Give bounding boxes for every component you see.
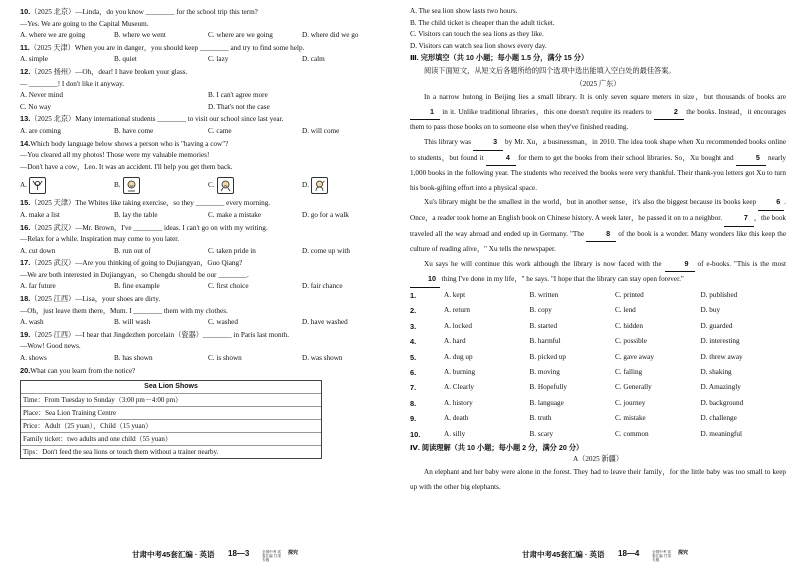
- option-a[interactable]: A. simple: [20, 55, 48, 64]
- notice-time: Time：From Tuesday to Sunday（3:00 pm－4:00 pm）: [21, 394, 321, 407]
- question-10: 10.（2025 北京）—Linda，do you know ________ for the school trip this term?: [20, 7, 258, 16]
- arms-raised-figure-icon: [29, 177, 46, 194]
- notice-tips: Tips：Don't feed the sea lions or touch them without a trainer nearby.: [23, 448, 219, 457]
- option-a[interactable]: A. far future: [20, 282, 56, 291]
- blank-5[interactable]: 5: [736, 151, 766, 167]
- publisher-logo-icon: 探究: [288, 550, 299, 556]
- question-12: 12.（2025 扬州）—Oh，dear! I have broken your glass.: [20, 66, 188, 76]
- option-c[interactable]: C. came: [208, 126, 232, 135]
- q12-options-ab: [20, 90, 396, 102]
- option-c[interactable]: C. is shown: [208, 354, 242, 363]
- right-footer: [410, 548, 786, 562]
- option-c[interactable]: C. where are we going: [208, 31, 273, 40]
- blank-3[interactable]: 3: [473, 135, 503, 151]
- notice-family-ticket: Family ticket：two adults and one child（55 yuan）: [21, 433, 321, 446]
- publisher-logo-icon: 探究: [678, 550, 689, 556]
- blank-7[interactable]: 7: [724, 211, 754, 227]
- q18-options: [20, 317, 396, 329]
- question-19: 19.（2025 江西）—I hear that Jingdezhen porcelain（瓷器）________ in Paris last month.: [20, 329, 289, 339]
- section-cloze-heading: Ⅲ. 完形填空（共 10 小题；每小题 1.5 分，满分 15 分）: [410, 53, 589, 63]
- q12-options-cd: [20, 102, 396, 114]
- option-b[interactable]: B. have come: [114, 126, 154, 135]
- left-page: [20, 6, 396, 459]
- blank-4[interactable]: 4: [486, 151, 516, 167]
- q15-options: [20, 210, 396, 222]
- option-b[interactable]: B. quiet: [114, 55, 137, 64]
- option-d[interactable]: D. calm: [302, 55, 325, 64]
- left-footer: [20, 548, 396, 562]
- option-a[interactable]: A. Never mind: [20, 91, 63, 100]
- option-c[interactable]: C. washed: [208, 318, 238, 327]
- question-16: 16.（2025 武汉）—Mr. Brown，I've ________ ideas. I can't go on with my writing.: [20, 222, 268, 232]
- angry-face-icon: [217, 177, 234, 194]
- page-number: 18—3: [228, 549, 250, 558]
- page-number: 18—4: [618, 549, 640, 558]
- q19-options: [20, 353, 396, 365]
- blank-10[interactable]: 10: [410, 272, 440, 288]
- q14-dialogue-1: —You cleared all my photos! Those were my valuable memories!: [20, 151, 210, 160]
- option-a[interactable]: A. wash: [20, 318, 44, 327]
- option-d[interactable]: D. have washed: [302, 318, 348, 327]
- option-b[interactable]: B. has shown: [114, 354, 153, 363]
- option-d[interactable]: D.: [302, 177, 396, 194]
- cloze-source: （2025 广东）: [575, 79, 621, 88]
- q16-options: [20, 246, 396, 258]
- option-b[interactable]: B.: [114, 177, 208, 194]
- option-c[interactable]: C. No way: [20, 102, 51, 111]
- q20-option-c[interactable]: C. Visitors can touch the sea lions as they like.: [410, 30, 544, 39]
- cloze-instructions: 阅读下面短文，从短文后各题所给的四个选项中选出能填入空白处的最佳答案。: [424, 66, 676, 75]
- option-a[interactable]: A. where we are going: [20, 31, 86, 40]
- question-14: 14.Which body language below shows a person who is "having a cow"?: [20, 138, 229, 148]
- option-d[interactable]: D. go for a walk: [302, 210, 349, 219]
- option-b[interactable]: B. lay the table: [114, 210, 158, 219]
- q17-options: [20, 281, 396, 293]
- option-d[interactable]: D. will come: [302, 126, 340, 135]
- q10-options: [20, 30, 396, 42]
- blank-9[interactable]: 9: [665, 257, 695, 273]
- option-a[interactable]: A. cut down: [20, 246, 56, 255]
- footer-series-note: 全国中考 试卷汇编 甘肃专版: [652, 550, 671, 562]
- option-a[interactable]: A. are coming: [20, 126, 61, 135]
- right-page: [410, 6, 786, 494]
- option-b[interactable]: B. fine example: [114, 282, 160, 291]
- notice-price: Price：Adult（25 yuan），Child（15 yuan）: [21, 420, 321, 433]
- sea-lion-notice: [20, 380, 322, 459]
- q20-option-a[interactable]: A. The sea lion show lasts two hours.: [410, 7, 518, 15]
- option-d[interactable]: D. come up with: [302, 246, 350, 255]
- question-13: 13.（2025 北京）Many international students ________ to visit our school since last year.: [20, 114, 284, 124]
- reading-paragraph-1: An elephant and her baby were alone in the forest. They had to leave their family，for the little baby was too small to keep up with the other big elephants.: [410, 468, 786, 491]
- q13-options: [20, 126, 396, 138]
- option-b[interactable]: B. I can't agree more: [208, 91, 268, 100]
- blank-8[interactable]: 8: [586, 227, 616, 243]
- cloze-options: 1. A. kept B. written C. printed D. published 2. A. return B. copy C. lend D. buy 3. A. locked B. started C. hidden D. guarded 4. A. hard B. harmful C. possible D. interesting 5. A. dug up B. picked up C. gave away D. threw away 6. A. burning B. moving C. falling D. shaking 7. A. Clearly B. Hopefully C. Generally D. Amazingly 8. A. history B. language C. journey D. background 9. A. death B. truth C. mistake D. challenge 10. A. silly B. scary C. common D. meaningful: [410, 290, 744, 439]
- question-15: 15.（2025 天津）The Whites like taking exercise，so they ________ every morning.: [20, 198, 271, 208]
- option-b[interactable]: B. run out of: [114, 246, 151, 255]
- option-d[interactable]: D. was shown: [302, 354, 343, 363]
- q18-dialogue: —Oh，just leave them there，Mum. I ________ them with my clothes.: [20, 306, 228, 315]
- option-d[interactable]: D. fair chance: [302, 282, 343, 291]
- thinking-figure-icon: [311, 177, 328, 194]
- q19-dialogue: —Wow! Good news.: [20, 342, 81, 351]
- footer-title: 甘肃中考45套汇编 · 英语: [522, 550, 605, 559]
- q14-dialogue-2: —Don't have a cow，Leo. It was an accident. I'll help you get them back.: [20, 162, 233, 171]
- q12-dialogue: — ________! I don't like it anyway.: [20, 79, 125, 88]
- reading-source: A（2025 新疆）: [572, 454, 624, 463]
- option-b[interactable]: B. where we went: [114, 31, 166, 40]
- question-18: 18.（2025 江西）—Lisa，your shoes are dirty.: [20, 294, 161, 304]
- q20-option-d[interactable]: D. Visitors can watch sea lion shows every day.: [410, 41, 547, 50]
- option-a[interactable]: A.: [20, 177, 114, 194]
- question-17: 17.（2025 武汉）—Are you thinking of going to Dujiangyan，Guo Qiang?: [20, 258, 243, 268]
- q11-options: [20, 54, 396, 66]
- smiling-face-icon: [123, 177, 140, 194]
- blank-2[interactable]: 2: [654, 105, 684, 121]
- section-reading-heading: Ⅳ. 阅读理解（共 10 小题；每小题 2 分，满分 20 分）: [410, 442, 584, 452]
- cloze-paragraph-1: In a narrow hutong in Beijing lies a small library. It is only seven square meters in size，but thousands of books are 1 in it. Unlike traditional libraries，this one doesn't require its readers to 2 the books. Instead，it encourages them to pass those books on to someone else when they've finished reading.: [410, 93, 787, 132]
- question-11: 11.（2025 天津）When you are in danger，you should keep ________ and try to find some help.: [20, 42, 305, 52]
- option-c[interactable]: C. first choice: [208, 282, 249, 291]
- option-c[interactable]: C. taken pride in: [208, 246, 256, 255]
- footer-series-note: 全国中考 试卷汇编 甘肃专版: [262, 550, 281, 562]
- option-d[interactable]: D. where did we go: [302, 31, 359, 40]
- q17-dialogue: —We are both interested in Dujiangyan，so Chengdu should be our ________.: [20, 270, 249, 279]
- option-b[interactable]: B. will wash: [114, 318, 151, 327]
- notice-place: Place：Sea Lion Training Centre: [21, 407, 321, 420]
- footer-title: 甘肃中考45套汇编 · 英语: [132, 550, 215, 559]
- option-c[interactable]: C. lazy: [208, 55, 229, 64]
- option-a[interactable]: A. shows: [20, 354, 47, 363]
- blank-6[interactable]: 6: [758, 195, 784, 211]
- option-a[interactable]: A. make a list: [20, 210, 60, 219]
- q10-dialogue: —Yes. We are going to the Capital Museum.: [20, 19, 149, 28]
- option-c[interactable]: C.: [208, 177, 302, 194]
- q16-dialogue: —Relax for a while. Inspiration may come to you later.: [20, 235, 180, 244]
- q14-picture-options: [20, 175, 396, 195]
- notice-title: Sea Lion Shows: [21, 381, 321, 394]
- option-d[interactable]: D. That's not the case: [208, 102, 270, 111]
- cloze-paragraph-3: Xu's library might be the smallest in the world，but in another sense，it's also the biggest because its books keep 6 . Once，a reader took home an English book on Chinese history. A week later，he passed it on to a neighbor. 7 ，the book traveled all the way abroad and ended up in Germany. "The 8 of the book is a wonder. Many wonders like this keep the culture of reading alive，" Xu tells the newspaper.: [410, 197, 787, 254]
- question-20: 20.What can you learn from the notice?: [20, 365, 136, 375]
- option-c[interactable]: C. make a mistake: [208, 210, 262, 219]
- blank-1[interactable]: 1: [410, 105, 440, 121]
- q20-option-b[interactable]: B. The child ticket is cheaper than the adult ticket.: [410, 18, 555, 27]
- cloze-paragraph-2: This library was 3 by Mr. Xu，a businessman，in 2010. The idea took shape when Xu recommended books online to students，but found it 4 for them to get the books from their school libraries. So，Xu bought and 5 nearly 1,000 books in the following year. The students who received the books were very thankful. Their thank-you letters got Xu to turn his book-gifting effort into a physical space.: [410, 136, 787, 192]
- cloze-paragraph-4: Xu says he will continue this work although the library is now faced with the 9 of e-books. "This is the most 10 thing I've done in my life，" he says. "I hope that the library can stay open forever.": [410, 257, 786, 288]
